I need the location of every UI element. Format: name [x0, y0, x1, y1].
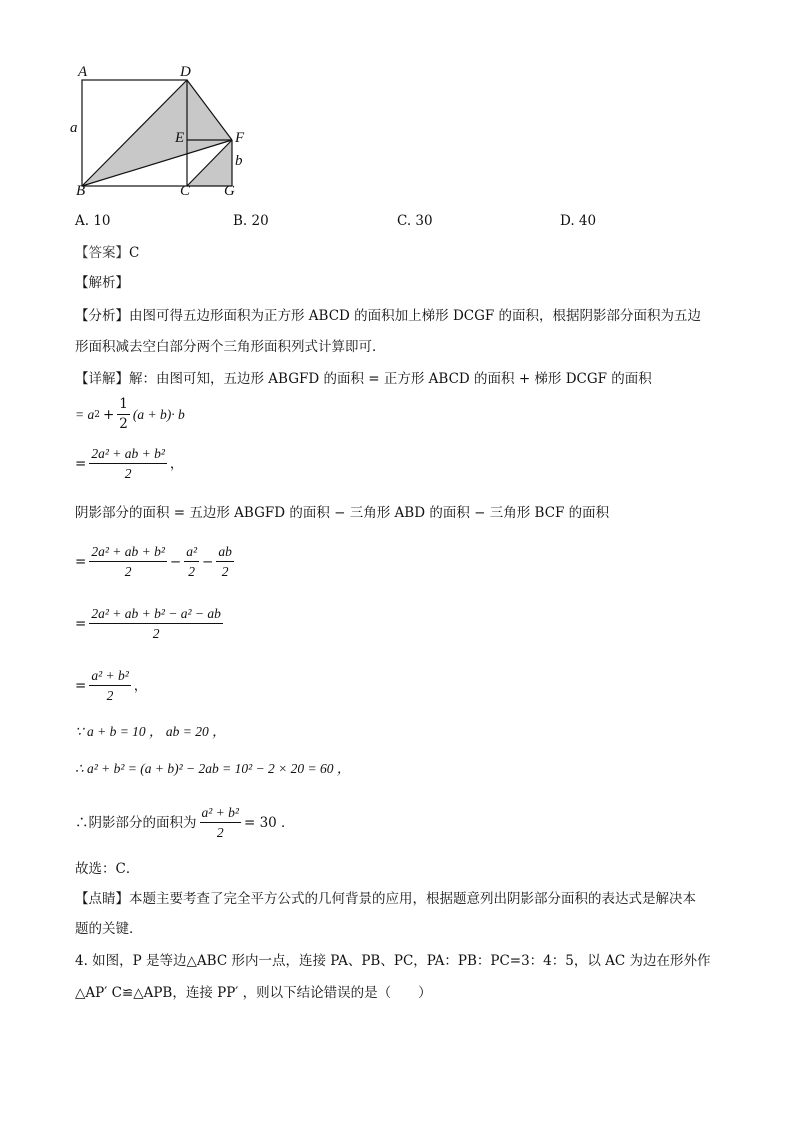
eq1-num: 1	[117, 396, 130, 415]
eq3-num-1: 2a² + ab + b²	[89, 543, 167, 562]
therefore-line-1: ∴ a² + b² = (a + b)² − 2ab = 10² − 2 × 20 = 60 ，	[75, 761, 351, 776]
eq2-num: 2a² + ab + b²	[89, 445, 167, 464]
eq3-minus-2: −	[202, 553, 214, 570]
therefore2-num: a² + b²	[200, 804, 241, 823]
label-B: B	[76, 183, 86, 199]
label-b: b	[235, 153, 243, 169]
eq3-fraction-3	[216, 543, 234, 580]
eq1-fraction	[117, 396, 130, 433]
eq3-fraction-1	[89, 543, 167, 580]
shaded-regions	[82, 80, 232, 186]
therefore2-fraction	[200, 804, 241, 841]
eq1-prefix: = a	[75, 406, 95, 422]
therefore2-prefix: ∴阴影部分的面积为	[75, 814, 197, 831]
answer-line	[75, 244, 139, 262]
equation-1: = a 2 + $\frac{1}{2}$ (a + b)· b	[75, 396, 185, 432]
shadow-area-line: 阴影部分的面积 = 五边形 ABGFD 的面积 − 三角形 ABD 的面积 − 三角形 BCF 的面积	[75, 505, 610, 521]
label-a: a	[70, 120, 78, 136]
eq5-fraction	[89, 667, 130, 704]
eq3-den-1: 2	[124, 564, 132, 579]
eq1-tail: (a + b)· b	[132, 406, 185, 422]
label-D: D	[180, 64, 191, 80]
comment-text-1: 本题主要考查了完全平方公式的几何背景的应用，根据题意列出阴影部分面积的表达式是解决本	[129, 891, 696, 907]
equation-5	[75, 667, 147, 704]
eq3-den-2: 2	[188, 564, 195, 579]
label-C: C	[180, 183, 191, 199]
choice-line: 故选：C．	[75, 861, 140, 877]
label-G: G	[224, 183, 235, 199]
eq3-den-3: 2	[221, 564, 229, 579]
answer-label: 【答案】	[75, 245, 129, 261]
eq3-eq: =	[75, 553, 87, 570]
eq2-den: 2	[124, 466, 132, 481]
detail-label: 【详解】	[75, 371, 129, 387]
eq3-minus-1: −	[169, 553, 182, 570]
comment-line-1	[75, 890, 696, 908]
answer-value: C	[129, 245, 140, 261]
label-E: E	[175, 130, 185, 146]
eq3-fraction-2	[184, 543, 199, 580]
detail-text-1: 解：由图可知，五边形 ABGFD 的面积 = 正方形 ABCD 的面积 + 梯形 DCGF 的面积	[129, 371, 652, 387]
eq2-fraction	[89, 445, 167, 482]
equation-2	[75, 445, 183, 482]
fenxi-label: 【分析】	[75, 308, 129, 324]
fenxi-text-2: 形面积减去空白部分两个三角形面积列式计算即可．	[75, 339, 386, 355]
equation-4	[75, 605, 226, 642]
detail-line-1	[75, 370, 652, 388]
eq5-den: 2	[106, 688, 114, 703]
eq5-num: a² + b²	[89, 667, 130, 686]
question-4-line-1: 4. 如图，P 是等边△ABC 形内一点，连接 PA、PB、PC，PA：PB：PC=3：4：5，以 AC 为边在形外作	[75, 953, 711, 969]
label-A: A	[78, 64, 88, 80]
eq2-comma: ，	[169, 455, 184, 472]
eq4-den: 2	[152, 626, 160, 641]
analysis-heading: 【解析】	[75, 275, 129, 291]
eq1-den: 2	[119, 416, 128, 432]
fenxi-text-1: 由图可得五边形面积为正方形 ABCD 的面积加上梯形 DCGF 的面积，根据阴影部分面积为五边	[129, 308, 702, 324]
comment-label: 【点睛】	[75, 891, 129, 907]
label-F: F	[235, 130, 245, 146]
option-c: C. 30	[397, 213, 433, 229]
eq1-mid: +	[102, 406, 115, 423]
eq4-eq: =	[75, 615, 87, 632]
eq3-num-3: ab	[216, 543, 234, 562]
eq2-eq: =	[75, 455, 87, 472]
fenxi-line-1	[75, 307, 701, 325]
comment-text-2: 题的关键．	[75, 921, 143, 937]
eq5-comma: ，	[133, 677, 148, 694]
therefore2-tail: = 30 ．	[243, 814, 295, 831]
option-a: A. 10	[75, 213, 111, 229]
given-line: ∵ a + b = 10 ， ab = 20 ，	[75, 724, 226, 739]
eq4-num: 2a² + ab + b² − a² − ab	[89, 605, 223, 624]
question-4-line-2: △AP′ C≌△APB，连接 PP′ ，则以下结论错误的是（ ）	[75, 985, 432, 1001]
equation-3	[75, 543, 237, 580]
eq3-num-2: a²	[184, 543, 199, 562]
therefore2-den: 2	[216, 825, 224, 840]
eq5-eq: =	[75, 677, 87, 694]
eq4-fraction	[89, 605, 223, 642]
therefore-line-2	[75, 804, 295, 841]
option-d: D. 40	[560, 213, 597, 229]
option-b: B. 20	[233, 213, 269, 229]
